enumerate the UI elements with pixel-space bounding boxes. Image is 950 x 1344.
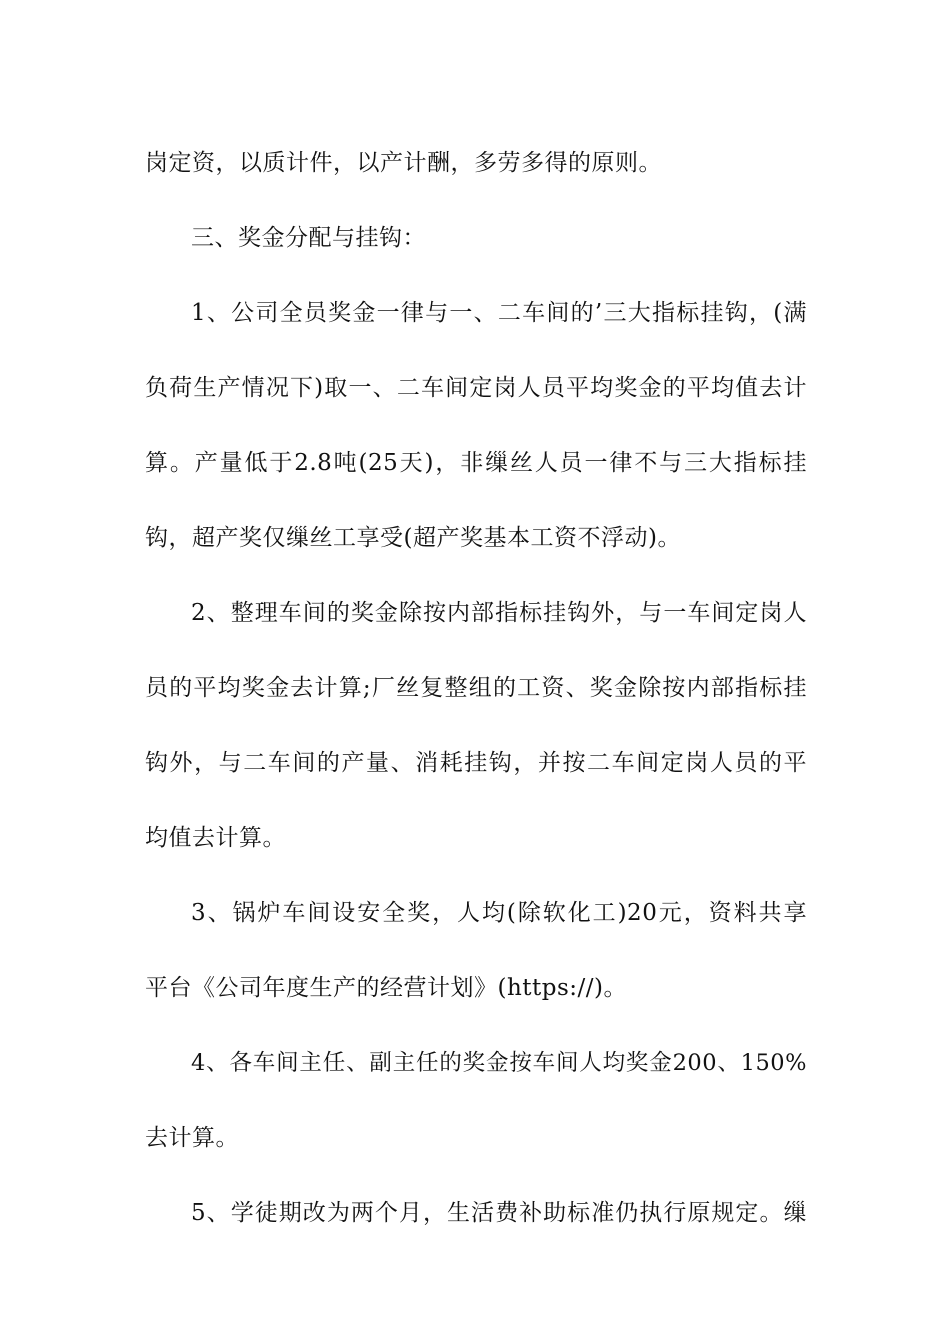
paragraph-line: 2、整理车间的奖金除按内部指标挂钩外，与一车间定岗人: [191, 600, 807, 626]
paragraph-line: 算。产量低于2.8吨(25天)，非缫丝人员一律不与三大指标挂: [145, 450, 807, 476]
paragraph-line: 均值去计算。: [145, 825, 286, 851]
paragraph-line: 钩外，与二车间的产量、消耗挂钩，并按二车间定岗人员的平: [145, 750, 807, 776]
paragraph-line: 钩，超产奖仅缫丝工享受(超产奖基本工资不浮动)。: [145, 525, 681, 551]
paragraph-line: 5、学徒期改为两个月，生活费补助标准仍执行原规定。缫: [191, 1200, 807, 1226]
section-heading: 三、奖金分配与挂钩：: [191, 225, 426, 251]
document-body: [145, 126, 807, 1251]
paragraph-line: 4、各车间主任、副主任的奖金按车间人均奖金200、150%: [191, 1050, 807, 1076]
paragraph-line: 1、公司全员奖金一律与一、二车间的’三大指标挂钩，(满: [191, 300, 807, 326]
paragraph-line: 员的平均奖金去计算;厂丝复整组的工资、奖金除按内部指标挂: [145, 675, 807, 701]
paragraph-line: 3、锅炉车间设安全奖，人均(除软化工)20元，资料共享: [191, 900, 807, 926]
paragraph-line: 负荷生产情况下)取一、二车间定岗人员平均奖金的平均值去计: [145, 375, 807, 401]
paragraph-line: 岗定资，以质计件，以产计酬，多劳多得的原则。: [145, 150, 662, 176]
paragraph-line: 平台《公司年度生产的经营计划》(https://)。: [145, 975, 628, 1001]
paragraph-line: 去计算。: [145, 1125, 239, 1151]
